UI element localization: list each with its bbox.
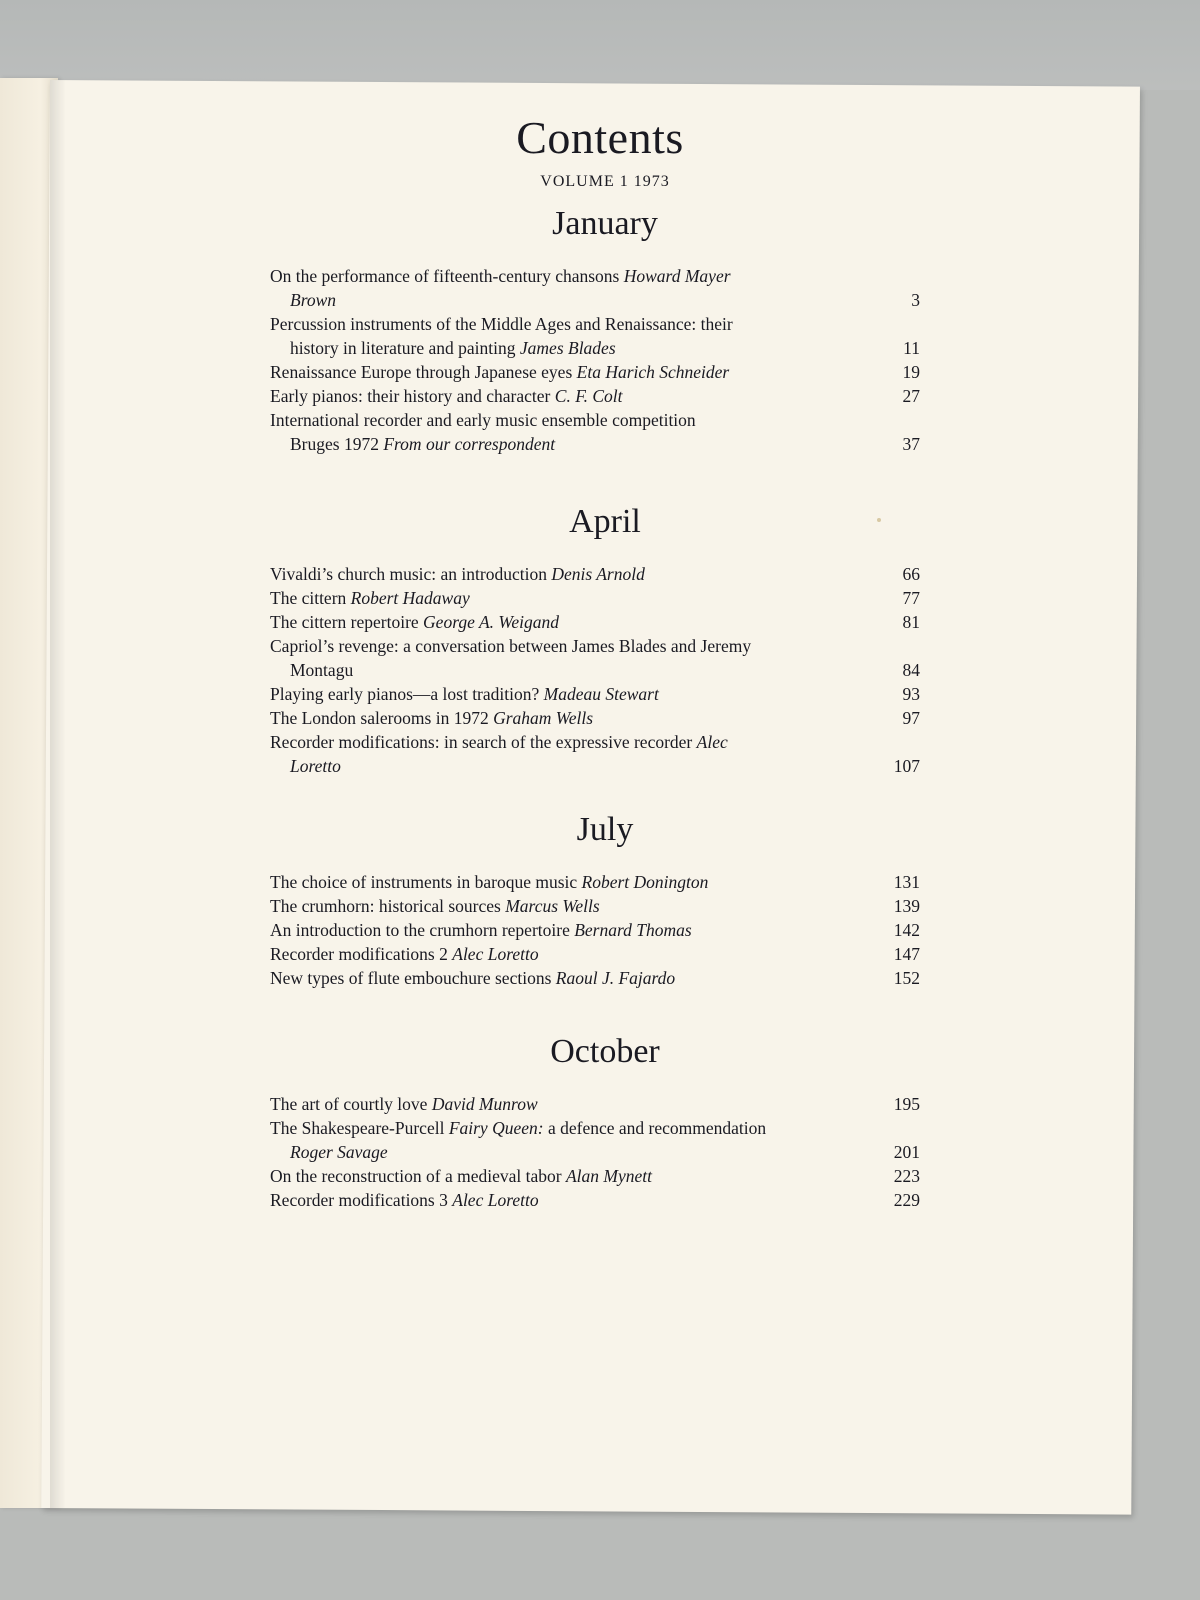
page-number: 131 xyxy=(893,872,920,892)
toc-entry xyxy=(270,1164,920,1188)
entry-author: George A. Weigand xyxy=(423,612,559,632)
page-number: 81 xyxy=(902,612,920,632)
entry-title: New types of flute embouchure sections xyxy=(270,968,552,988)
page-number: 66 xyxy=(902,564,920,584)
entry-title: Renaissance Europe through Japanese eyes xyxy=(270,362,573,382)
entry-author: Eta Harich Schneider xyxy=(576,362,730,382)
section-heading: October xyxy=(550,1033,660,1070)
page-number: 84 xyxy=(902,660,920,680)
entry-author: David Munrow xyxy=(431,1094,538,1114)
entry-author: Denis Arnold xyxy=(551,564,645,584)
toc-entry xyxy=(270,610,920,634)
entry-author: Howard Mayer xyxy=(623,266,731,286)
entry-title: The cittern repertoire xyxy=(270,612,419,632)
page-number: 27 xyxy=(902,386,920,406)
entry-title: Percussion instruments of the Middle Ages and Renaissance: their xyxy=(270,314,733,334)
entry-line-continued xyxy=(270,658,860,682)
page-number: 19 xyxy=(902,362,920,382)
toc-entry xyxy=(270,870,920,894)
toc-entry xyxy=(270,966,920,990)
entry-title: The Shakespeare-Purcell xyxy=(270,1118,445,1138)
entry-title: Recorder modifications 2 xyxy=(270,944,448,964)
page-number: 11 xyxy=(903,338,920,358)
entry-author: Robert Donington xyxy=(581,872,709,892)
toc-entry xyxy=(270,894,920,918)
background xyxy=(0,0,1200,90)
page-number: 142 xyxy=(893,920,920,940)
entry-title-cont: Bruges 1972 xyxy=(290,434,379,454)
entry-author: Raoul J. Fajardo xyxy=(555,968,676,988)
page-number: 229 xyxy=(893,1190,920,1210)
entry-title: Early pianos: their history and character xyxy=(270,386,551,406)
section-heading: July xyxy=(576,811,634,848)
entry-author: James Blades xyxy=(519,338,616,358)
toc-entry xyxy=(270,682,920,706)
entry-author: Loretto xyxy=(290,756,341,776)
entry-title: The London salerooms in 1972 xyxy=(270,708,489,728)
page-number: 97 xyxy=(902,708,920,728)
entry-line-continued xyxy=(270,432,860,456)
entry-title: On the reconstruction of a medieval tabor xyxy=(270,1166,562,1186)
page-number: 147 xyxy=(893,944,920,964)
contents-page xyxy=(270,110,920,1212)
section-january xyxy=(270,202,920,456)
entry-title-after: a defence and recommendation xyxy=(547,1118,767,1138)
entry-line xyxy=(270,1116,860,1140)
entry-title: Recorder modifications 3 xyxy=(270,1190,448,1210)
entry-line-continued xyxy=(270,1140,860,1164)
entry-title-cont: Montagu xyxy=(290,660,354,680)
toc-entry xyxy=(270,562,920,586)
entry-line xyxy=(270,730,860,754)
entry-title: Capriol’s revenge: a conversation between James Blades and Jeremy xyxy=(270,636,752,656)
toc-entry xyxy=(270,312,920,360)
entry-title: Recorder modifications: in search of the expressive recorder xyxy=(270,732,693,752)
toc-entry xyxy=(270,264,920,312)
entry-author: Alec Loretto xyxy=(452,944,539,964)
entry-author: Alec Loretto xyxy=(452,1190,539,1210)
page-number: 152 xyxy=(893,968,920,988)
toc-entry xyxy=(270,634,920,682)
toc-entry xyxy=(270,1092,920,1116)
entry-title: An introduction to the crumhorn repertoire xyxy=(270,920,570,940)
page-number: 139 xyxy=(893,896,920,916)
page-number: 3 xyxy=(911,290,920,310)
page-title: Contents xyxy=(516,112,684,163)
entry-title-cont: history in literature and painting xyxy=(290,338,516,358)
entry-line-continued xyxy=(270,336,860,360)
entry-author: Robert Hadaway xyxy=(350,588,470,608)
entry-author: Madeau Stewart xyxy=(543,684,659,704)
section-april xyxy=(270,500,920,778)
toc-entry xyxy=(270,586,920,610)
toc-entry xyxy=(270,730,920,778)
toc-entry xyxy=(270,360,920,384)
entry-title: Vivaldi’s church music: an introduction xyxy=(270,564,547,584)
toc-entry xyxy=(270,918,920,942)
page-number: 201 xyxy=(893,1142,920,1162)
toc-entry xyxy=(270,706,920,730)
volume-label: VOLUME 1 1973 xyxy=(540,173,670,190)
page-number: 107 xyxy=(893,756,920,776)
section-july xyxy=(270,808,920,990)
toc-entry xyxy=(270,1188,920,1212)
section-october xyxy=(270,1030,920,1212)
toc-entry xyxy=(270,408,920,456)
entry-line xyxy=(270,408,860,432)
toc-entry xyxy=(270,1116,920,1164)
page-gutter-shadow xyxy=(50,80,66,1508)
entry-author: Alan Mynett xyxy=(565,1166,652,1186)
entry-line xyxy=(270,264,860,288)
toc-entry xyxy=(270,942,920,966)
entry-title: The choice of instruments in baroque music xyxy=(270,872,578,892)
entry-title: The crumhorn: historical sources xyxy=(270,896,501,916)
entry-italic-title: Fairy Queen: xyxy=(448,1118,544,1138)
entry-title: The art of courtly love xyxy=(270,1094,428,1114)
entry-title: International recorder and early music ensemble competition xyxy=(270,410,696,430)
page-number: 37 xyxy=(902,434,920,454)
entry-author: Graham Wells xyxy=(493,708,594,728)
page-number: 223 xyxy=(893,1166,920,1186)
section-heading: January xyxy=(552,205,658,242)
entry-title: The cittern xyxy=(270,588,347,608)
page-number: 77 xyxy=(902,588,920,608)
page-number: 195 xyxy=(893,1094,920,1114)
section-heading: April xyxy=(569,503,641,540)
entry-author: C. F. Colt xyxy=(554,386,623,406)
entry-author: Bernard Thomas xyxy=(574,920,692,940)
entry-line-continued xyxy=(270,754,860,778)
entry-line xyxy=(270,312,860,336)
entry-author: Roger Savage xyxy=(290,1142,388,1162)
entry-author: Alec xyxy=(696,732,728,752)
entry-title: Playing early pianos—a lost tradition? xyxy=(270,684,540,704)
entry-author: Marcus Wells xyxy=(505,896,600,916)
entry-author: Brown xyxy=(290,290,337,310)
entry-line xyxy=(270,634,860,658)
entry-author: From our correspondent xyxy=(383,434,556,454)
toc-entry xyxy=(270,384,920,408)
entry-title: On the performance of fifteenth-century chansons xyxy=(270,266,620,286)
page-number: 93 xyxy=(902,684,920,704)
entry-line-continued xyxy=(270,288,860,312)
